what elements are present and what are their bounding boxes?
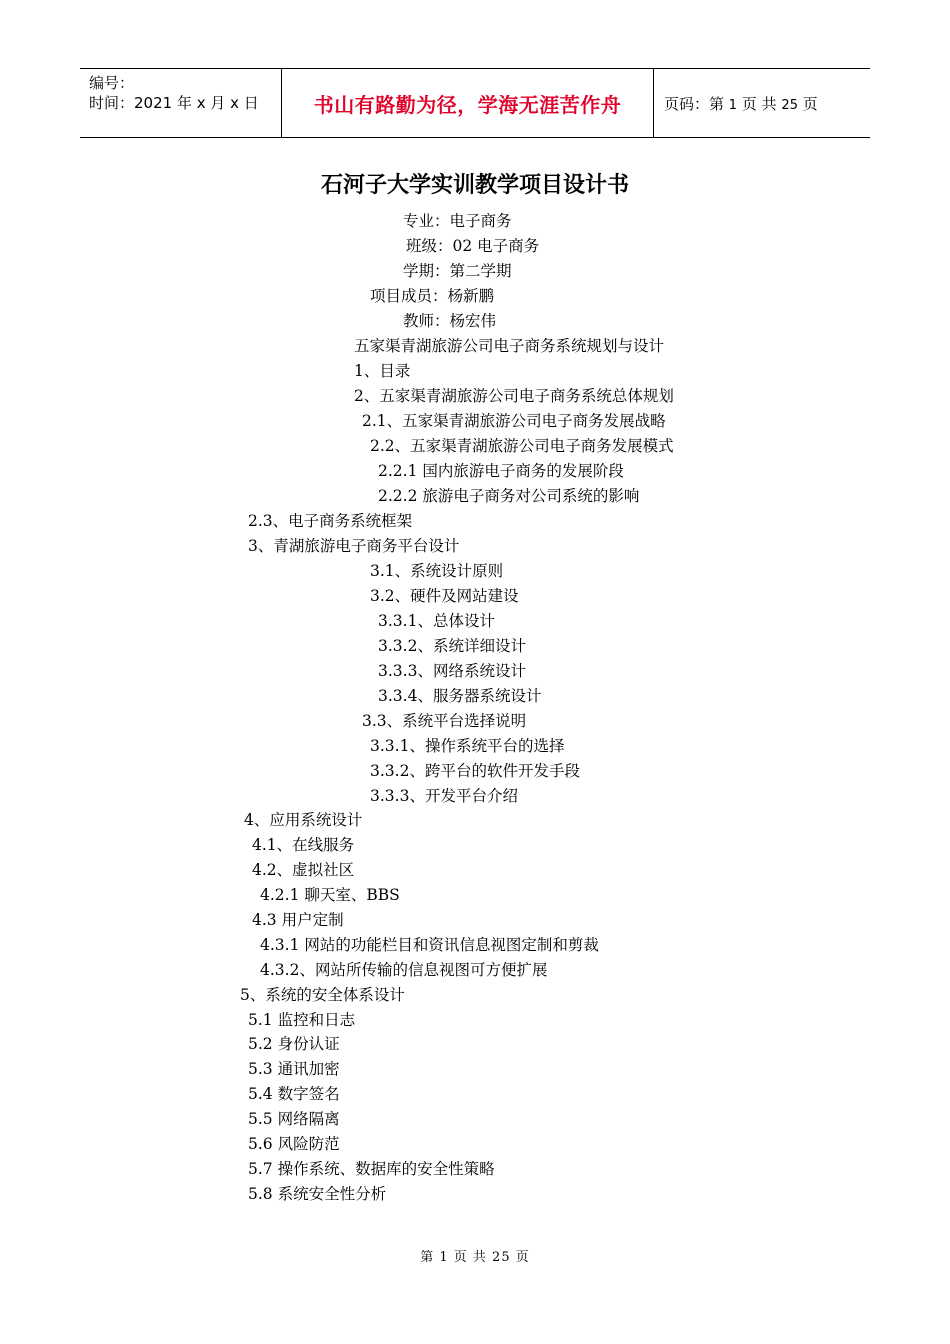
header-page-cell <box>654 69 870 137</box>
toc-item: 3.1、系统设计原则 <box>370 562 504 580</box>
page-prefix: 页码：第 <box>664 94 725 113</box>
toc-item: 4.2.1 聊天室、BBS <box>260 886 400 904</box>
toc-item: 5.7 操作系统、数据库的安全性策略 <box>248 1160 495 1178</box>
page-mid: 页 共 <box>741 94 777 113</box>
toc-item: 2.2、五家渠青湖旅游公司电子商务发展模式 <box>370 437 674 455</box>
info-term: 学期：第二学期 <box>403 262 512 280</box>
header-left-cell <box>80 69 281 137</box>
info-members: 项目成员：杨新鹏 <box>370 287 495 305</box>
page-footer: 第 1 页 共 25 页 <box>420 1250 530 1265</box>
toc-item: 1、目录 <box>354 362 411 380</box>
toc-item: 5.4 数字签名 <box>248 1085 340 1103</box>
toc-item: 4.3 用户定制 <box>252 911 344 929</box>
toc-item: 5.1 监控和日志 <box>248 1011 356 1029</box>
header-table <box>80 68 870 138</box>
toc-item: 2.2.2 旅游电子商务对公司系统的影响 <box>378 487 640 505</box>
toc-item: 2.3、电子商务系统框架 <box>248 512 413 530</box>
header-motto-cell <box>281 69 654 137</box>
doc-number-label: 编号： <box>89 74 135 92</box>
toc-item: 4.3.1 网站的功能栏目和资讯信息视图定制和剪裁 <box>260 936 599 954</box>
toc-item: 3.3.1、总体设计 <box>378 612 495 630</box>
toc-item: 3.2、硬件及网站建设 <box>370 587 519 605</box>
toc-item: 3.3.2、系统详细设计 <box>378 637 526 655</box>
toc-item: 3.3.3、网络系统设计 <box>378 662 526 680</box>
toc-item: 3.3.4、服务器系统设计 <box>378 687 542 705</box>
toc-item: 3.3.2、跨平台的软件开发手段 <box>370 762 580 780</box>
toc-item: 4.3.2、网站所传输的信息视图可方便扩展 <box>260 961 548 979</box>
motto-text: 书山有路勤为径，学海无涯苦作舟 <box>313 92 622 117</box>
toc-item: 4.1、在线服务 <box>252 836 355 854</box>
toc-item: 2.1、五家渠青湖旅游公司电子商务发展战略 <box>362 412 666 430</box>
info-class: 班级：02 电子商务 <box>406 237 540 255</box>
page-total: 25 <box>781 97 798 113</box>
document-title: 石河子大学实训教学项目设计书 <box>320 173 629 198</box>
toc-item: 5.8 系统安全性分析 <box>248 1185 387 1203</box>
doc-time-label: 时间：2021 年 x 月 x 日 <box>89 94 259 112</box>
page-suffix: 页 <box>802 94 818 113</box>
toc-item: 5、系统的安全体系设计 <box>240 986 405 1004</box>
info-major: 专业：电子商务 <box>403 212 512 230</box>
toc-item: 3.3、系统平台选择说明 <box>362 712 527 730</box>
toc-item: 3.3.3、开发平台介绍 <box>370 787 518 805</box>
toc-item: 5.6 风险防范 <box>248 1135 340 1153</box>
page-code <box>664 93 818 114</box>
toc-item: 3、青湖旅游电子商务平台设计 <box>248 537 460 555</box>
toc-item: 2.2.1 国内旅游电子商务的发展阶段 <box>378 462 624 480</box>
project-name: 五家渠青湖旅游公司电子商务系统规划与设计 <box>354 337 665 355</box>
toc-item: 5.2 身份认证 <box>248 1035 340 1053</box>
info-teacher: 教师：杨宏伟 <box>403 312 497 330</box>
toc-item: 4、应用系统设计 <box>244 811 363 829</box>
toc-item: 4.2、虚拟社区 <box>252 861 355 879</box>
toc-item: 5.3 通讯加密 <box>248 1060 340 1078</box>
toc-item: 2、五家渠青湖旅游公司电子商务系统总体规划 <box>354 387 674 405</box>
page-num: 1 <box>728 97 738 113</box>
toc-item: 3.3.1、操作系统平台的选择 <box>370 737 565 755</box>
toc-item: 5.5 网络隔离 <box>248 1110 340 1128</box>
